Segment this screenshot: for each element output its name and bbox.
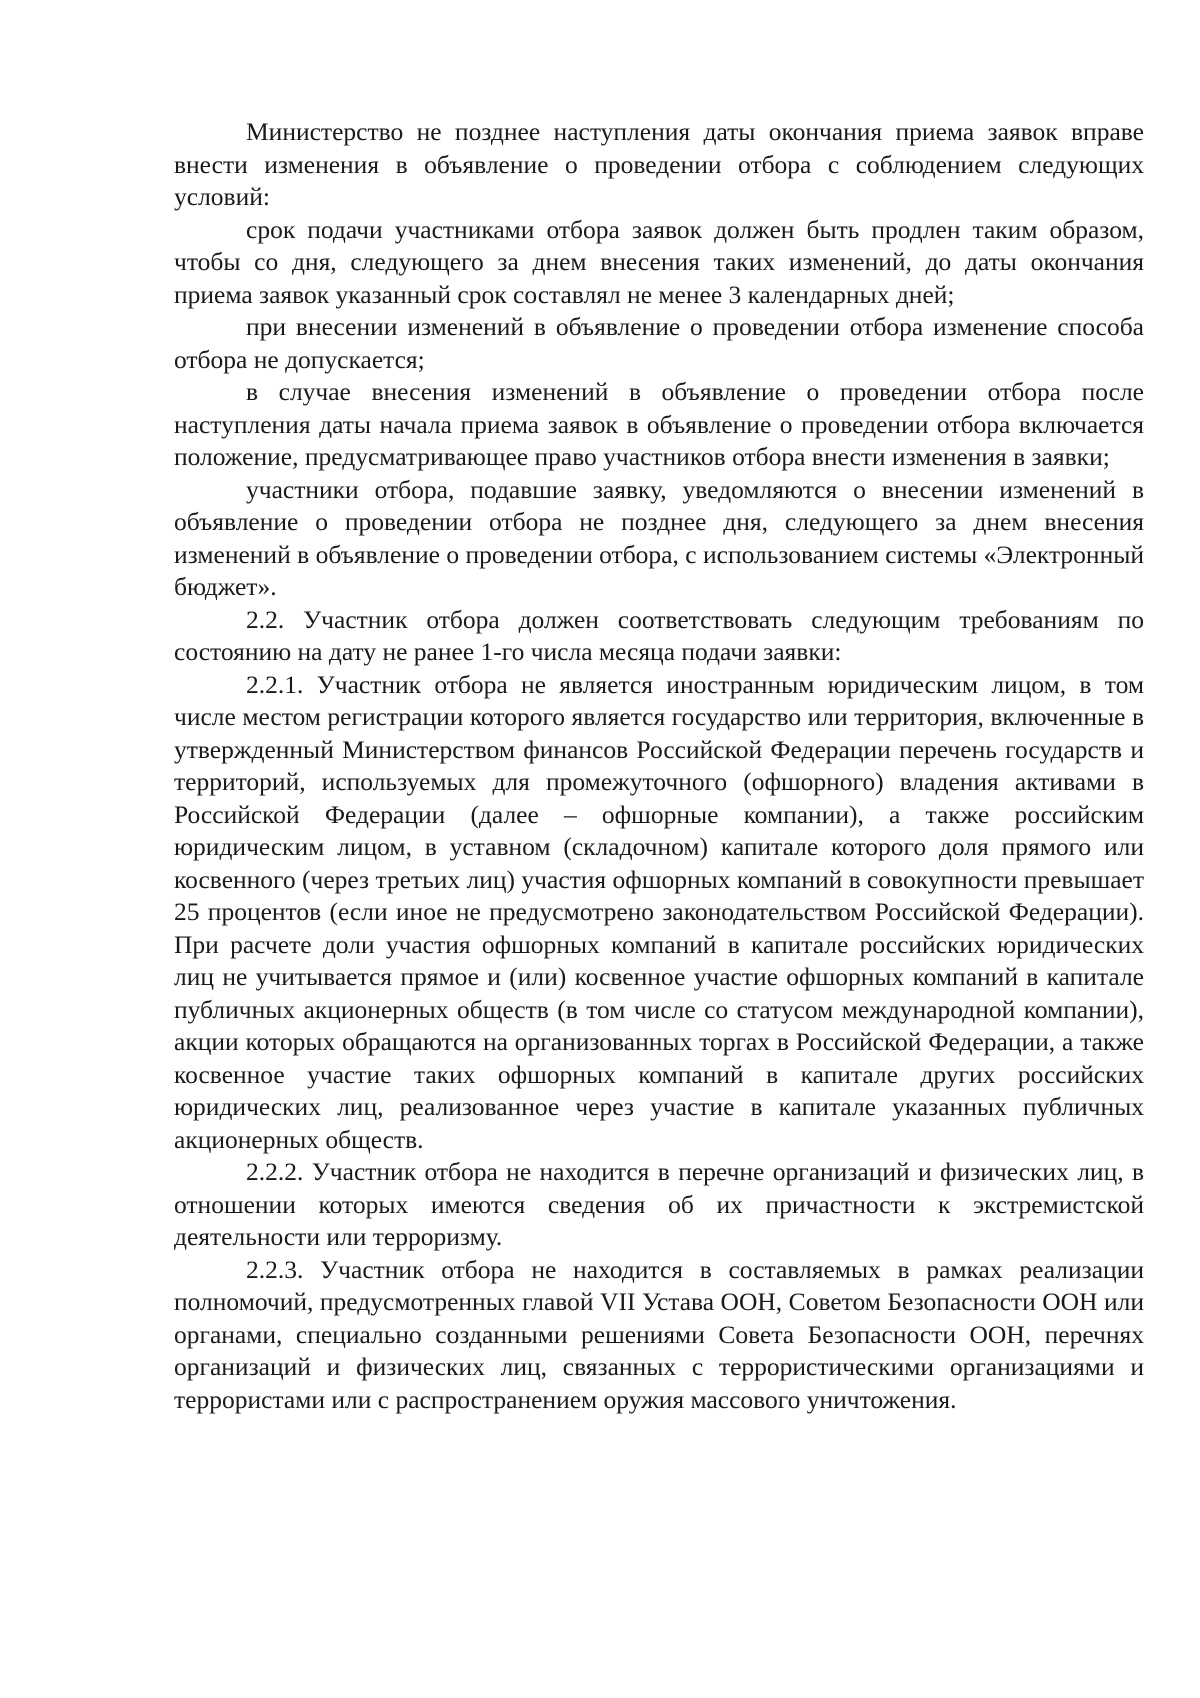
paragraph-2-2-requirements: 2.2. Участник отбора должен соответствовать следующим требованиям по состоянию на дату не ранее 1-го числа месяца подачи заявки: — [174, 604, 1144, 666]
paragraph-2-2-3-un-lists: 2.2.3. Участник отбора не находится в составляемых в рамках реализации полномочий, предусмотренных главой VII Устава ООН, Советом Безопасности ООН или органами, специально созданными решениями Совета Безопасности ООН, перечнях организаций и физических лиц, связанных с террористическими организациями и террористами или с распространением оружия массового уничтожения. — [174, 1254, 1144, 1414]
paragraph-application-changes: в случае внесения изменений в объявление о проведении отбора после наступления даты начала приема заявок в объявление о проведении отбора включается положение, предусматривающее право участников отбора внести изменения в заявки; — [174, 377, 1144, 471]
paragraph-participant-notification: участники отбора, подавшие заявку, уведомляются о внесении изменений в объявление о проведении отбора не позднее дня, следующего за днем внесения изменений в объявление о проведении отбора, с использованием системы «Электронный бюджет». — [174, 474, 1144, 601]
paragraph-method-change: при внесении изменений в объявление о проведении отбора изменение способа отбора не допускается; — [174, 312, 1144, 374]
paragraph-2-2-1-offshore: 2.2.1. Участник отбора не является иностранным юридическим лицом, в том числе местом регистрации которого является государство или территория, включенные в утвержденный Министерством финансов Российской Федерации перечень государств и территорий, используемых для промежуточного (офшорного) владения активами в Российской Федерации (далее – офшорные компании), а также российским юридическим лицом, в уставном (складочном) капитале которого доля прямого или косвенного (через третьих лиц) участия офшорных компаний в совокупности превышает 25 процентов (если иное не предусмотрено законодательством Российской Федерации). При расчете доли участия офшорных компаний в капитале российских юридических лиц не учитывается прямое и (или) косвенное участие офшорных компаний в капитале публичных акционерных обществ (в том числе со статусом международной компании), акции которых обращаются на организованных торгах в Российской Федерации, а также косвенное участие таких офшорных компаний в капитале других российских юридических лиц, реализованное через участие в капитале указанных публичных акционерных обществ. — [174, 669, 1144, 1154]
paragraph-amendment-rules: Министерство не позднее наступления даты окончания приема заявок вправе внести изменения в объявление о проведении отбора с соблюдением следующих условий: — [174, 117, 1144, 211]
paragraph-2-2-2-extremism: 2.2.2. Участник отбора не находится в перечне организаций и физических лиц, в отношении которых имеются сведения об их причастности к экстремистской деятельности или терроризму. — [174, 1157, 1144, 1251]
document-body — [174, 116, 1144, 1416]
paragraph-deadline-extension: срок подачи участниками отбора заявок должен быть продлен таким образом, чтобы со дня, следующего за днем внесения таких изменений, до даты окончания приема заявок указанный срок составлял не менее 3 календарных дней; — [174, 214, 1144, 309]
